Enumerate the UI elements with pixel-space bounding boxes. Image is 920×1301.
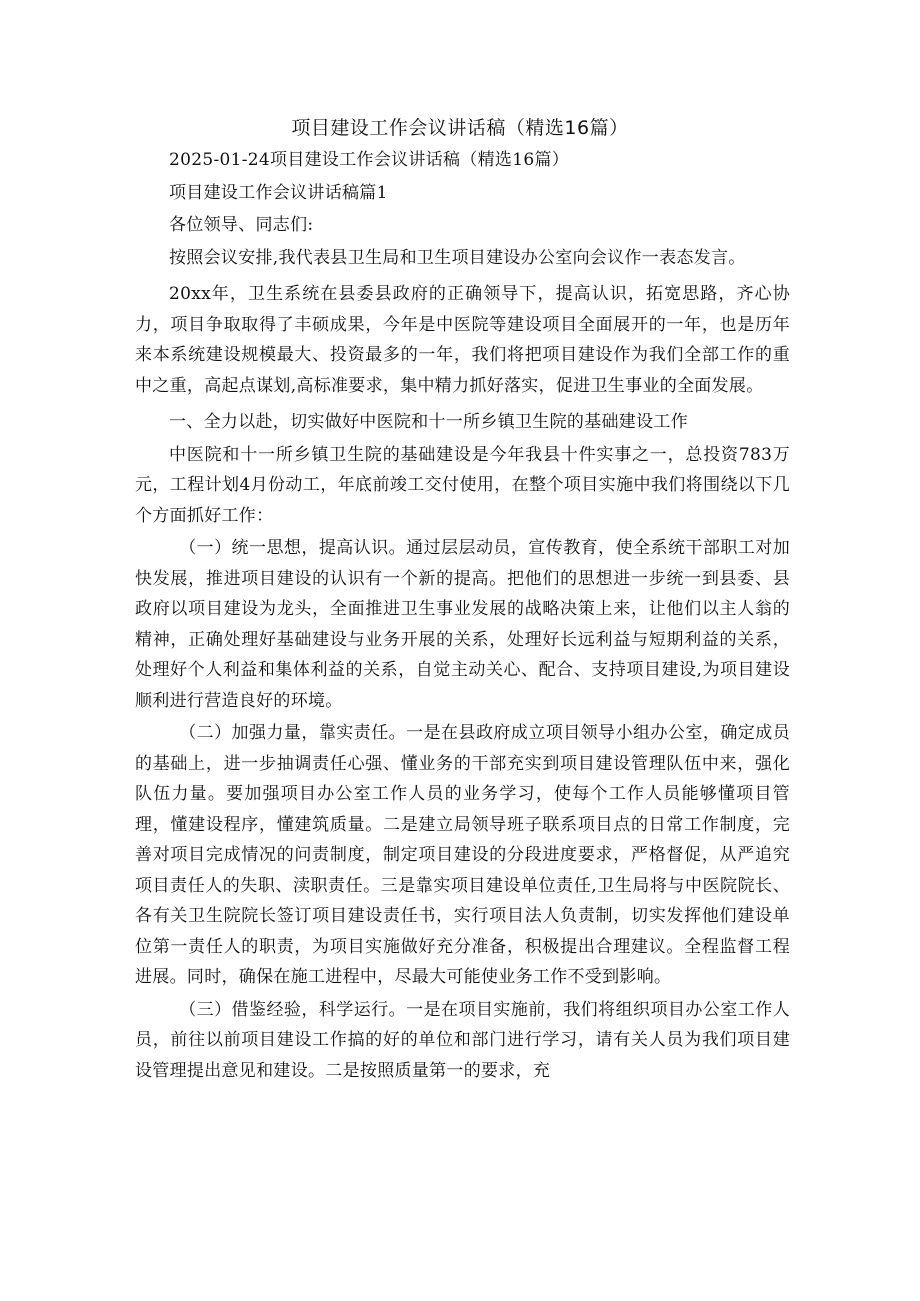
paragraph-2: 20xx年，卫生系统在县委县政府的正确领导下，提高认识，拓宽思路，齐心协力，项目争取取得了丰硕成果，今年是中医院等建设项目全面展开的一年，也是历年来本系统建设规模最大、投资最多的一年，我们将把项目建设作为我们全部工作的重中之重，高起点谋划,高标准要求，集中精力抓好落实，促进卫生事业的全面发展。 <box>135 284 790 396</box>
salutation: 各位领导、同志们: <box>169 215 314 235</box>
subsection-1: （一）统一思想，提高认识。通过层层动员，宣传教育，使全系统干部职工对加快发展，推进项目建设的认识有一个新的提高。把他们的思想进一步统一到县委、县政府以项目建设为龙头，全面推进卫生事业发展的战略决策上来，让他们以主人翁的精神，正确处理好基础建设与业务开展的关系，处理好长远利益与短期利益的关系，处理好个人利益和集体利益的关系，自觉主动关心、配合、支持项目建设,为项目建设顺利进行营造良好的环境。 <box>135 538 790 711</box>
subsection-2: （二）加强力量，靠实责任。一是在县政府成立项目领导小组办公室，确定成员的基础上，进一步抽调责任心强、懂业务的干部充实到项目建设管理队伍中来，强化队伍力量。要加强项目办公室工作人员的业务学习，使每个工作人员能够懂项目管理，懂建设程序，懂建筑质量。二是建立局领导班子联系项目点的日常工作制度，完善对项目完成情况的问责制度，制定项目建设的分段进度要求，严格督促，从严追究项目责任人的失职、渎职责任。三是靠实项目建设单位责任,卫生局将与中医院院长、各有关卫生院院长签订项目建设责任书，实行项目法人负责制，切实发挥他们建设单位第一责任人的职责，为项目实施做好充分准备，积极提出合理建议。全程监督工程进展。同时，确保在施工进程中，尽最大可能使业务工作不受到影响。 <box>135 723 790 987</box>
paragraph-3: 中医院和十一所乡镇卫生院的基础建设是今年我县十件实事之一，总投资783万元，工程计划4月份动工，年底前竣工交付使用，在整个项目实施中我们将围绕以下几个方面抓好工作： <box>135 444 790 526</box>
document-title: 项目建设工作会议讲话稿（精选16篇） <box>291 117 629 139</box>
article-heading: 项目建设工作会议讲话稿篇1 <box>169 182 388 203</box>
document-body <box>135 145 790 1088</box>
paragraph-1: 按照会议安排,我代表县卫生局和卫生项目建设办公室向会议作一表态发言。 <box>169 247 746 268</box>
date-line: 2025-01-24项目建设工作会议讲话稿（精选16篇） <box>169 150 570 170</box>
subsection-3: （三）借鉴经验，科学运行。一是在项目实施前，我们将组织项目办公室工作人员，前往以前项目建设工作搞的好的单位和部门进行学习，请有关人员为我们项目建设管理提出意见和建设。二是按照质量第一的要求，充 <box>135 999 790 1081</box>
section-heading-1: 一、全力以赴，切实做好中医院和十一所乡镇卫生院的基础建设工作 <box>169 412 688 432</box>
